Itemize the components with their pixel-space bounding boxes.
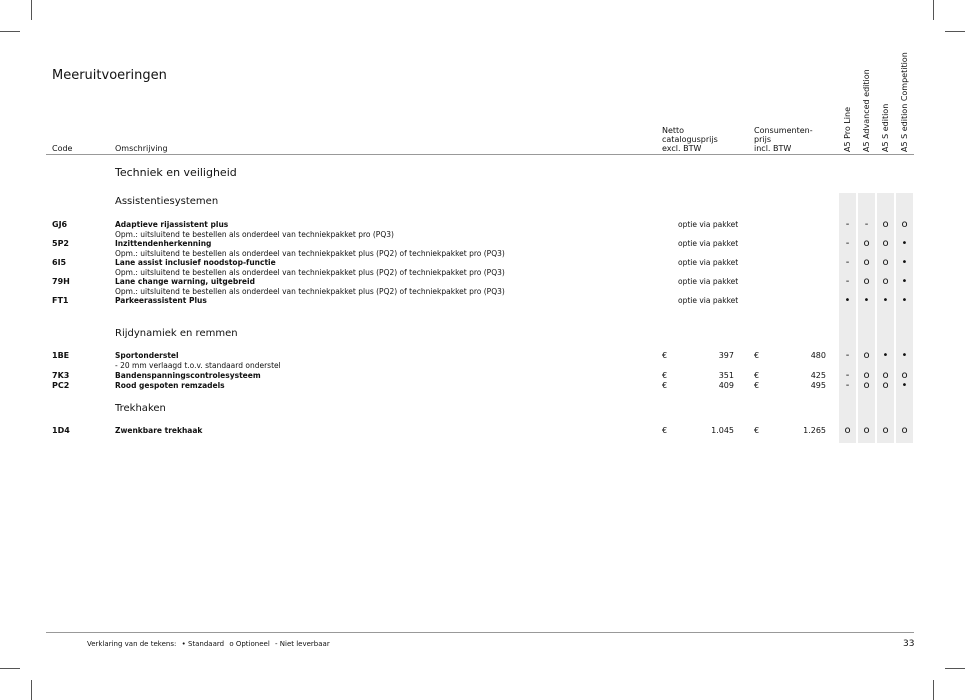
row-price-text: optie via pakket [678, 277, 739, 286]
row-note: - 20 mm verlaagd t.o.v. standaard onderstel [115, 361, 281, 370]
crop-mark [945, 668, 965, 669]
row-price-text: optie via pakket [678, 296, 739, 305]
availability-mark: o [863, 238, 870, 249]
row-price-text: optie via pakket [678, 220, 739, 229]
row-code: 79H [52, 277, 70, 286]
header-netto-line: excl. BTW [662, 144, 702, 153]
availability-mark: • [901, 257, 908, 268]
footer-divider [46, 632, 914, 633]
group-title: Assistentiesystemen [115, 196, 219, 207]
header-consument-line: prijs [754, 135, 771, 144]
edition-column-bg [858, 193, 875, 443]
crop-mark [0, 31, 20, 32]
availability-mark: - [845, 350, 850, 361]
row-currency-consument: € [754, 371, 760, 380]
row-code: FT1 [52, 296, 69, 305]
legend-circle: o [229, 640, 234, 648]
legend [87, 640, 330, 648]
header-edition-s-competition: A5 S edition Competition [900, 52, 909, 152]
legend-niet-leverbaar: Niet leverbaar [279, 640, 330, 648]
availability-mark: - [864, 219, 869, 230]
availability-mark: o [882, 276, 889, 287]
availability-mark: • [901, 295, 908, 306]
header-divider [46, 154, 914, 155]
row-code: 5P2 [52, 239, 69, 248]
row-code: PC2 [52, 381, 70, 390]
header-consument-line: incl. BTW [754, 144, 792, 153]
crop-mark [933, 0, 934, 20]
group-title: Rijdynamiek en remmen [115, 328, 238, 339]
row-note: Opm.: uitsluitend te bestellen als onderdeel van techniekpakket plus (PQ2) of techniekpakket pro (PQ3) [115, 268, 505, 277]
availability-mark: • [901, 380, 908, 391]
row-price-text: optie via pakket [678, 258, 739, 267]
header-edition-pro-line: A5 Pro Line [843, 106, 852, 152]
availability-mark: - [845, 276, 850, 287]
availability-mark: o [863, 425, 870, 436]
availability-mark: - [845, 219, 850, 230]
row-description: Adaptieve rijassistent plus [115, 220, 229, 229]
row-consument-price: 480 [810, 351, 826, 360]
row-code: 1D4 [52, 426, 70, 435]
header-consument-line: Consumenten- [754, 126, 813, 135]
header-consument [754, 126, 813, 153]
row-currency-consument: € [754, 351, 760, 360]
edition-column-bg [839, 193, 856, 443]
row-currency-consument: € [754, 426, 760, 435]
row-currency-netto: € [662, 351, 668, 360]
availability-mark: o [863, 370, 870, 381]
header-netto [662, 126, 718, 153]
availability-mark: - [845, 238, 850, 249]
availability-mark: o [863, 350, 870, 361]
crop-mark [31, 680, 32, 700]
row-description: Lane assist inclusief noodstop-functie [115, 258, 276, 267]
legend-standaard: Standaard [187, 640, 225, 648]
availability-mark: • [901, 238, 908, 249]
header-edition-s: A5 S edition [881, 103, 890, 152]
row-consument-price: 495 [810, 381, 826, 390]
header-code: Code [52, 144, 73, 153]
availability-mark: o [863, 380, 870, 391]
crop-mark [933, 680, 934, 700]
availability-mark: • [844, 295, 851, 306]
legend-dash: - [275, 640, 278, 648]
availability-mark: • [901, 276, 908, 287]
header-description: Omschrijving [115, 144, 168, 153]
availability-mark: o [882, 370, 889, 381]
row-description: Bandenspanningscontrolesysteem [115, 371, 261, 380]
availability-mark: - [845, 380, 850, 391]
row-description: Lane change warning, uitgebreid [115, 277, 255, 286]
group-title: Trekhaken [115, 403, 166, 414]
availability-mark: o [882, 238, 889, 249]
availability-mark: • [882, 295, 889, 306]
row-currency-netto: € [662, 381, 668, 390]
availability-mark: • [882, 350, 889, 361]
crop-mark [31, 0, 32, 20]
row-netto-price: 351 [718, 371, 734, 380]
header-netto-line: catalogusprijs [662, 135, 718, 144]
availability-mark: o [901, 370, 908, 381]
legend-dot: • [181, 640, 186, 648]
availability-mark: o [882, 219, 889, 230]
row-price-text: optie via pakket [678, 239, 739, 248]
row-code: 7K3 [52, 371, 70, 380]
legend-optioneel: Optioneel [235, 640, 270, 648]
availability-mark: o [901, 425, 908, 436]
availability-mark: - [845, 370, 850, 381]
row-note: Opm.: uitsluitend te bestellen als onderdeel van techniekpakket pro (PQ3) [115, 230, 394, 239]
row-description: Rood gespoten remzadels [115, 381, 225, 390]
availability-mark: o [863, 257, 870, 268]
edition-column-bg [877, 193, 894, 443]
legend-label: Verklaring van de tekens: [87, 640, 177, 648]
row-currency-netto: € [662, 371, 668, 380]
availability-mark: • [901, 350, 908, 361]
availability-mark: o [882, 425, 889, 436]
row-note: Opm.: uitsluitend te bestellen als onderdeel van techniekpakket plus (PQ2) of techniekpakket pro (PQ3) [115, 249, 505, 258]
row-netto-price: 1.045 [711, 426, 734, 435]
availability-mark: - [845, 257, 850, 268]
row-netto-price: 397 [718, 351, 734, 360]
row-description: Inzittendenherkenning [115, 239, 212, 248]
row-code: GJ6 [52, 220, 68, 229]
page-number: 33 [903, 639, 915, 649]
availability-mark: • [863, 295, 870, 306]
row-note: Opm.: uitsluitend te bestellen als onderdeel van techniekpakket plus (PQ2) of techniekpakket pro (PQ3) [115, 287, 505, 296]
row-currency-netto: € [662, 426, 668, 435]
availability-mark: o [901, 219, 908, 230]
crop-mark [0, 668, 20, 669]
row-description: Parkeerassistent Plus [115, 296, 207, 305]
header-netto-line: Netto [662, 126, 685, 135]
row-consument-price: 1.265 [803, 426, 826, 435]
availability-mark: o [882, 380, 889, 391]
row-netto-price: 409 [718, 381, 734, 390]
row-description: Sportonderstel [115, 351, 179, 360]
header-edition-advanced: A5 Advanced edition [862, 69, 871, 152]
crop-mark [945, 31, 965, 32]
row-code: 6I5 [52, 258, 67, 267]
row-consument-price: 425 [810, 371, 826, 380]
edition-column-bg [896, 193, 913, 443]
availability-mark: o [863, 276, 870, 287]
section-title: Techniek en veiligheid [115, 166, 237, 179]
row-code: 1BE [52, 351, 70, 360]
row-currency-consument: € [754, 381, 760, 390]
availability-mark: o [844, 425, 851, 436]
availability-mark: o [882, 257, 889, 268]
row-description: Zwenkbare trekhaak [115, 426, 203, 435]
page-title: Meeruitvoeringen [52, 68, 167, 83]
